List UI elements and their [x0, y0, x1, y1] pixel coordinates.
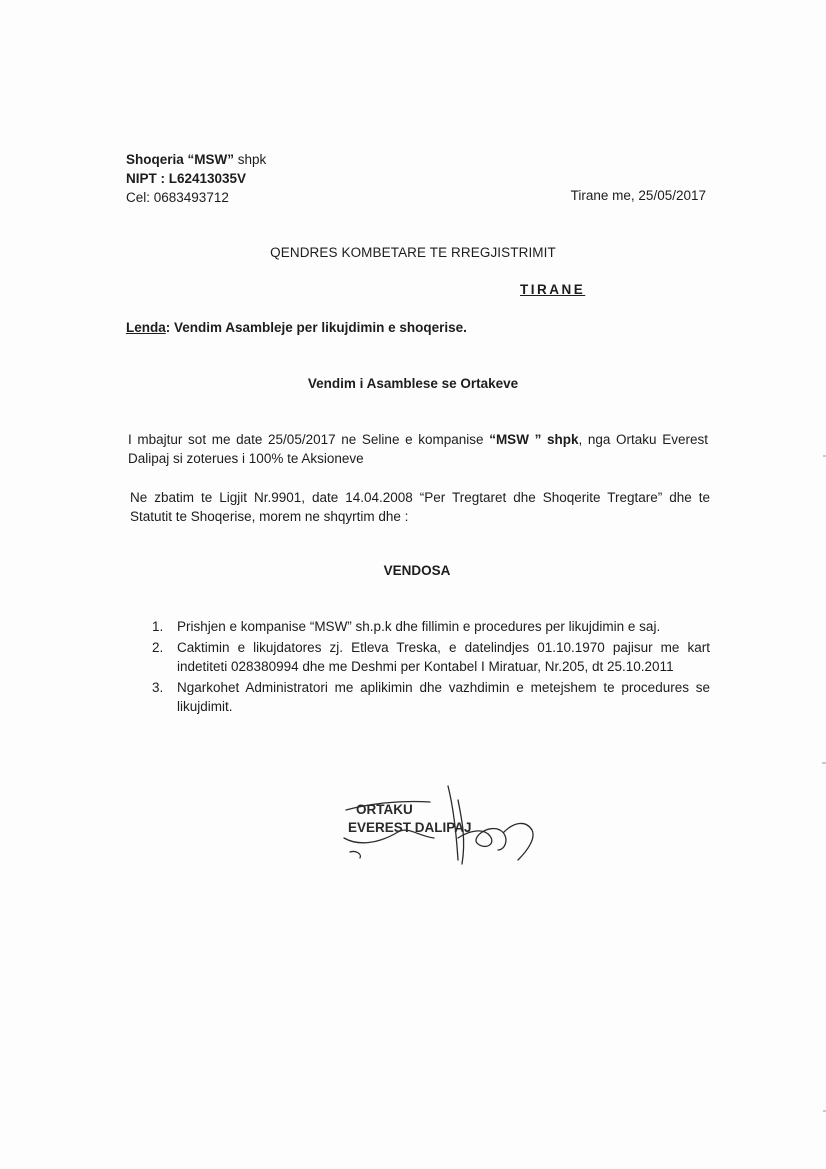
date-line: Tirane me, 25/05/2017	[570, 188, 706, 203]
signature-role: ORTAKU	[356, 802, 413, 817]
paragraph-legal-basis: Ne zbatim te Ligjit Nr.9901, date 14.04.2008 “Per Tregtaret dhe Shoqerite Tregtare” dhe te Statutit te Shoqerise, morem ne shqyrtim dhe :	[130, 490, 710, 524]
scan-edge-mark	[822, 762, 826, 764]
company-name-bold: “MSW ” shpk	[489, 432, 579, 447]
phone-line: Cel: 0683493712	[126, 190, 229, 205]
company-line	[126, 150, 266, 169]
subject-line	[126, 320, 467, 335]
decision-list	[148, 617, 710, 718]
list-item: 3. Ngarkohet Administratori me aplikimin dhe vazhdimin e metejshem te procedures se likujdimit.	[152, 680, 710, 714]
nipt-line: NIPT : L62413035V	[126, 171, 247, 186]
handwritten-signature-icon	[338, 780, 548, 870]
paragraph-meeting: I mbajtur sot me date 25/05/2017 ne Seline e kompanise “MSW ” shpk, nga Ortaku Everest Dalipaj si zoterues i 100% te Aksioneve	[128, 432, 708, 466]
decision-heading: VENDOSA	[383, 563, 451, 578]
company-prefix: Shoqeria	[126, 152, 188, 167]
company-suffix: shpk	[234, 152, 267, 167]
subject-label: Lenda	[126, 320, 166, 335]
signature-block	[338, 780, 548, 870]
list-item: 1. Prishjen e kompanise “MSW” sh.p.k dhe fillimin e procedures per likujdimin e saj.	[152, 619, 661, 634]
sender-block	[126, 150, 266, 207]
recipient: QENDRES KOMBETARE TE RREGJISTRIMIT	[270, 245, 556, 260]
document-title: Vendim i Asamblese se Ortakeve	[307, 376, 519, 391]
company-name: “MSW”	[187, 152, 235, 167]
city: TIRANE	[520, 282, 586, 297]
list-item: 2. Caktimin e likujdatores zj. Etleva Treska, e datelindjes 01.10.1970 pajisur me kart indetiteti 028380994 dhe me Deshmi per Kontabel I Miratuar, Nr.205, dt 25.10.2011	[152, 640, 710, 674]
signature-name: EVEREST DALIPAJ	[348, 820, 472, 835]
subject-text: : Vendim Asambleje per likujdimin e shoqerise.	[165, 320, 467, 335]
